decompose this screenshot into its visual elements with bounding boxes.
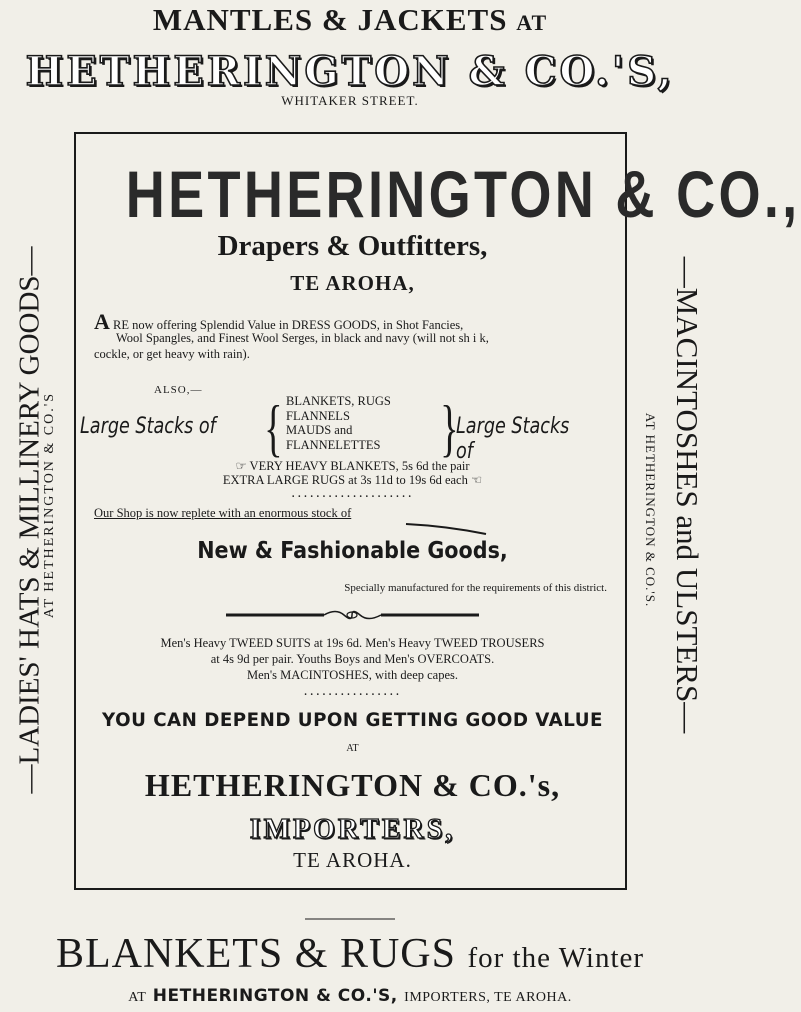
footer-headline-main: BLANKETS & RUGS bbox=[55, 931, 456, 977]
box-subtitle: Drapers & Outfitters, bbox=[217, 230, 488, 262]
header-title-main: MANTLES & JACKETS bbox=[152, 2, 508, 37]
also-label: ALSO,— bbox=[154, 384, 203, 396]
header-street: WHITAKER STREET. bbox=[281, 93, 419, 108]
suits-line-1: Men's Heavy TWEED SUITS at 19s 6d. Men's Heavy TWEED TROUSERS bbox=[160, 636, 545, 650]
stacks-left: Large Stacks of bbox=[80, 414, 216, 439]
swash-ornament bbox=[406, 522, 486, 536]
footer-firm: HETHERINGTON & CO.'S, bbox=[152, 986, 398, 1006]
right-vertical-sub: AT HETHERINGTON & CO.'S. bbox=[643, 412, 658, 608]
left-vertical-sub: AT HETHERINGTON & CO.'S bbox=[42, 391, 57, 619]
header-title bbox=[0, 2, 700, 38]
right-brace: } bbox=[440, 392, 459, 463]
footer-line bbox=[0, 986, 700, 1006]
footer-importers: IMPORTERS, TE AROHA. bbox=[404, 990, 572, 1005]
box-firm-name-2: HETHERINGTON & CO.'s, bbox=[144, 767, 561, 803]
offer-line-2: Wool Spangles, and Finest Wool Serges, in black and navy (will not sh i k, bbox=[116, 331, 489, 345]
drop-cap: A bbox=[94, 309, 110, 334]
suits-line-2: at 4s 9d per pair. Youths Boys and Men's OVERCOATS. bbox=[210, 652, 495, 666]
offer-line-3: cockle, or get heavy with rain). bbox=[94, 347, 250, 361]
stack-item: FLANNELETTES bbox=[286, 437, 381, 452]
footer-rule bbox=[305, 916, 395, 922]
ornamental-divider bbox=[226, 608, 479, 622]
dot-leader: .................... bbox=[291, 486, 414, 501]
right-vertical-advert: —MACINTOSHES and ULSTERS— bbox=[670, 256, 705, 734]
offer-line-1-text: RE now offering Splendid Value in DRESS GOODS, in Shot Fancies, bbox=[113, 318, 464, 332]
at-label: AT bbox=[346, 743, 359, 754]
header-firm-name: HETHERINGTON & CO.'S, bbox=[25, 48, 675, 95]
rugs-line: EXTRA LARGE RUGS at 3s 11d to 19s 6d each ☜ bbox=[222, 473, 483, 487]
left-brace: { bbox=[264, 392, 283, 463]
footer-headline-tail: for the Winter bbox=[467, 942, 645, 974]
shop-line: Our Shop is now replete with an enormous stock of bbox=[94, 506, 352, 520]
box-firm-name: HETHERINGTON & CO., bbox=[125, 157, 801, 231]
good-value-heading: YOU CAN DEPEND UPON GETTING GOOD VALUE bbox=[102, 709, 603, 731]
footer-at: AT bbox=[128, 990, 147, 1005]
importers-heading: IMPORTERS, bbox=[249, 814, 456, 845]
specially-manufactured-note: Specially manufactured for the requirements of this district. bbox=[344, 582, 607, 594]
stacks-right: Large Stacks of bbox=[456, 414, 570, 464]
stack-item: BLANKETS, RUGS bbox=[286, 394, 391, 408]
fashionable-goods-heading: New & Fashionable Goods, bbox=[197, 538, 508, 564]
box-town: TE AROHA, bbox=[290, 271, 415, 295]
suits-line-3: Men's MACINTOSHES, with deep capes. bbox=[246, 668, 459, 682]
stack-item: MAUDS and bbox=[286, 423, 353, 437]
blankets-line: ☞ VERY HEAVY BLANKETS, 5s 6d the pair bbox=[235, 459, 470, 473]
footer-headline bbox=[0, 930, 700, 978]
stack-items bbox=[286, 394, 391, 452]
stack-item: FLANNELS bbox=[286, 408, 350, 423]
box-town-2: TE AROHA. bbox=[293, 848, 412, 872]
header-title-at: AT bbox=[516, 10, 548, 35]
dot-leader: ................ bbox=[303, 684, 402, 699]
left-vertical-advert: —LADIES' HATS & MILLINERY GOODS— bbox=[13, 246, 46, 794]
